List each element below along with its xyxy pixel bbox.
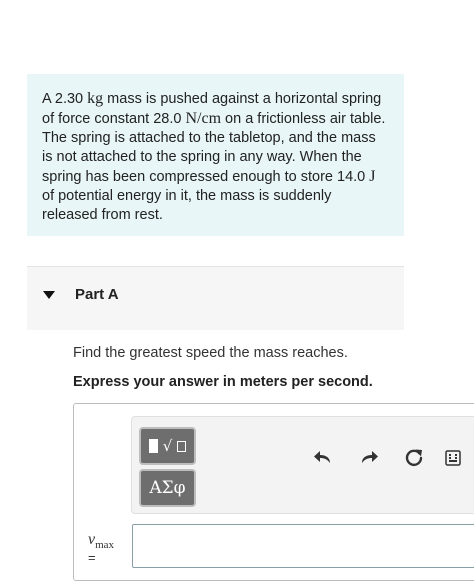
equals-sign: = [88, 550, 96, 565]
problem-text-2: mass is pushed against a horizontal spring of force constant 28.0 [42, 91, 382, 127]
reset-icon[interactable] [401, 445, 427, 471]
keyboard-icon[interactable] [440, 445, 466, 471]
math-toolbar [131, 416, 474, 514]
unit-j: J [369, 168, 376, 185]
part-label: Part A [75, 286, 119, 303]
unit-kg: kg [87, 90, 104, 107]
templates-button[interactable] [139, 427, 196, 465]
greek-symbols-button[interactable]: ΑΣφ [139, 469, 196, 507]
redo-icon[interactable] [356, 445, 382, 471]
collapse-triangle-icon[interactable] [43, 291, 55, 299]
instruction-text: Express your answer in meters per second. [73, 374, 373, 390]
question-text: Find the greatest speed the mass reaches. [73, 345, 348, 361]
part-a-header[interactable] [27, 266, 404, 330]
problem-statement [27, 74, 404, 236]
undo-icon[interactable] [310, 445, 336, 471]
answer-variable-label: $v_{max}$ [88, 531, 115, 551]
problem-text-3: on a frictionless air table. The spring is attached to the tabletop, and the mass is not attached to the spring in any way. When the spring has been compressed enough to store 14.0 [42, 111, 386, 185]
answer-input[interactable] [132, 524, 474, 568]
problem-text-1: A 2.30 [42, 91, 88, 107]
templates-icon: √ [149, 437, 187, 455]
answer-panel [73, 403, 474, 581]
problem-text-4: of potential energy in it, the mass is suddenly released from rest. [42, 188, 332, 223]
unit-n-per-cm: N/cm [185, 110, 222, 127]
